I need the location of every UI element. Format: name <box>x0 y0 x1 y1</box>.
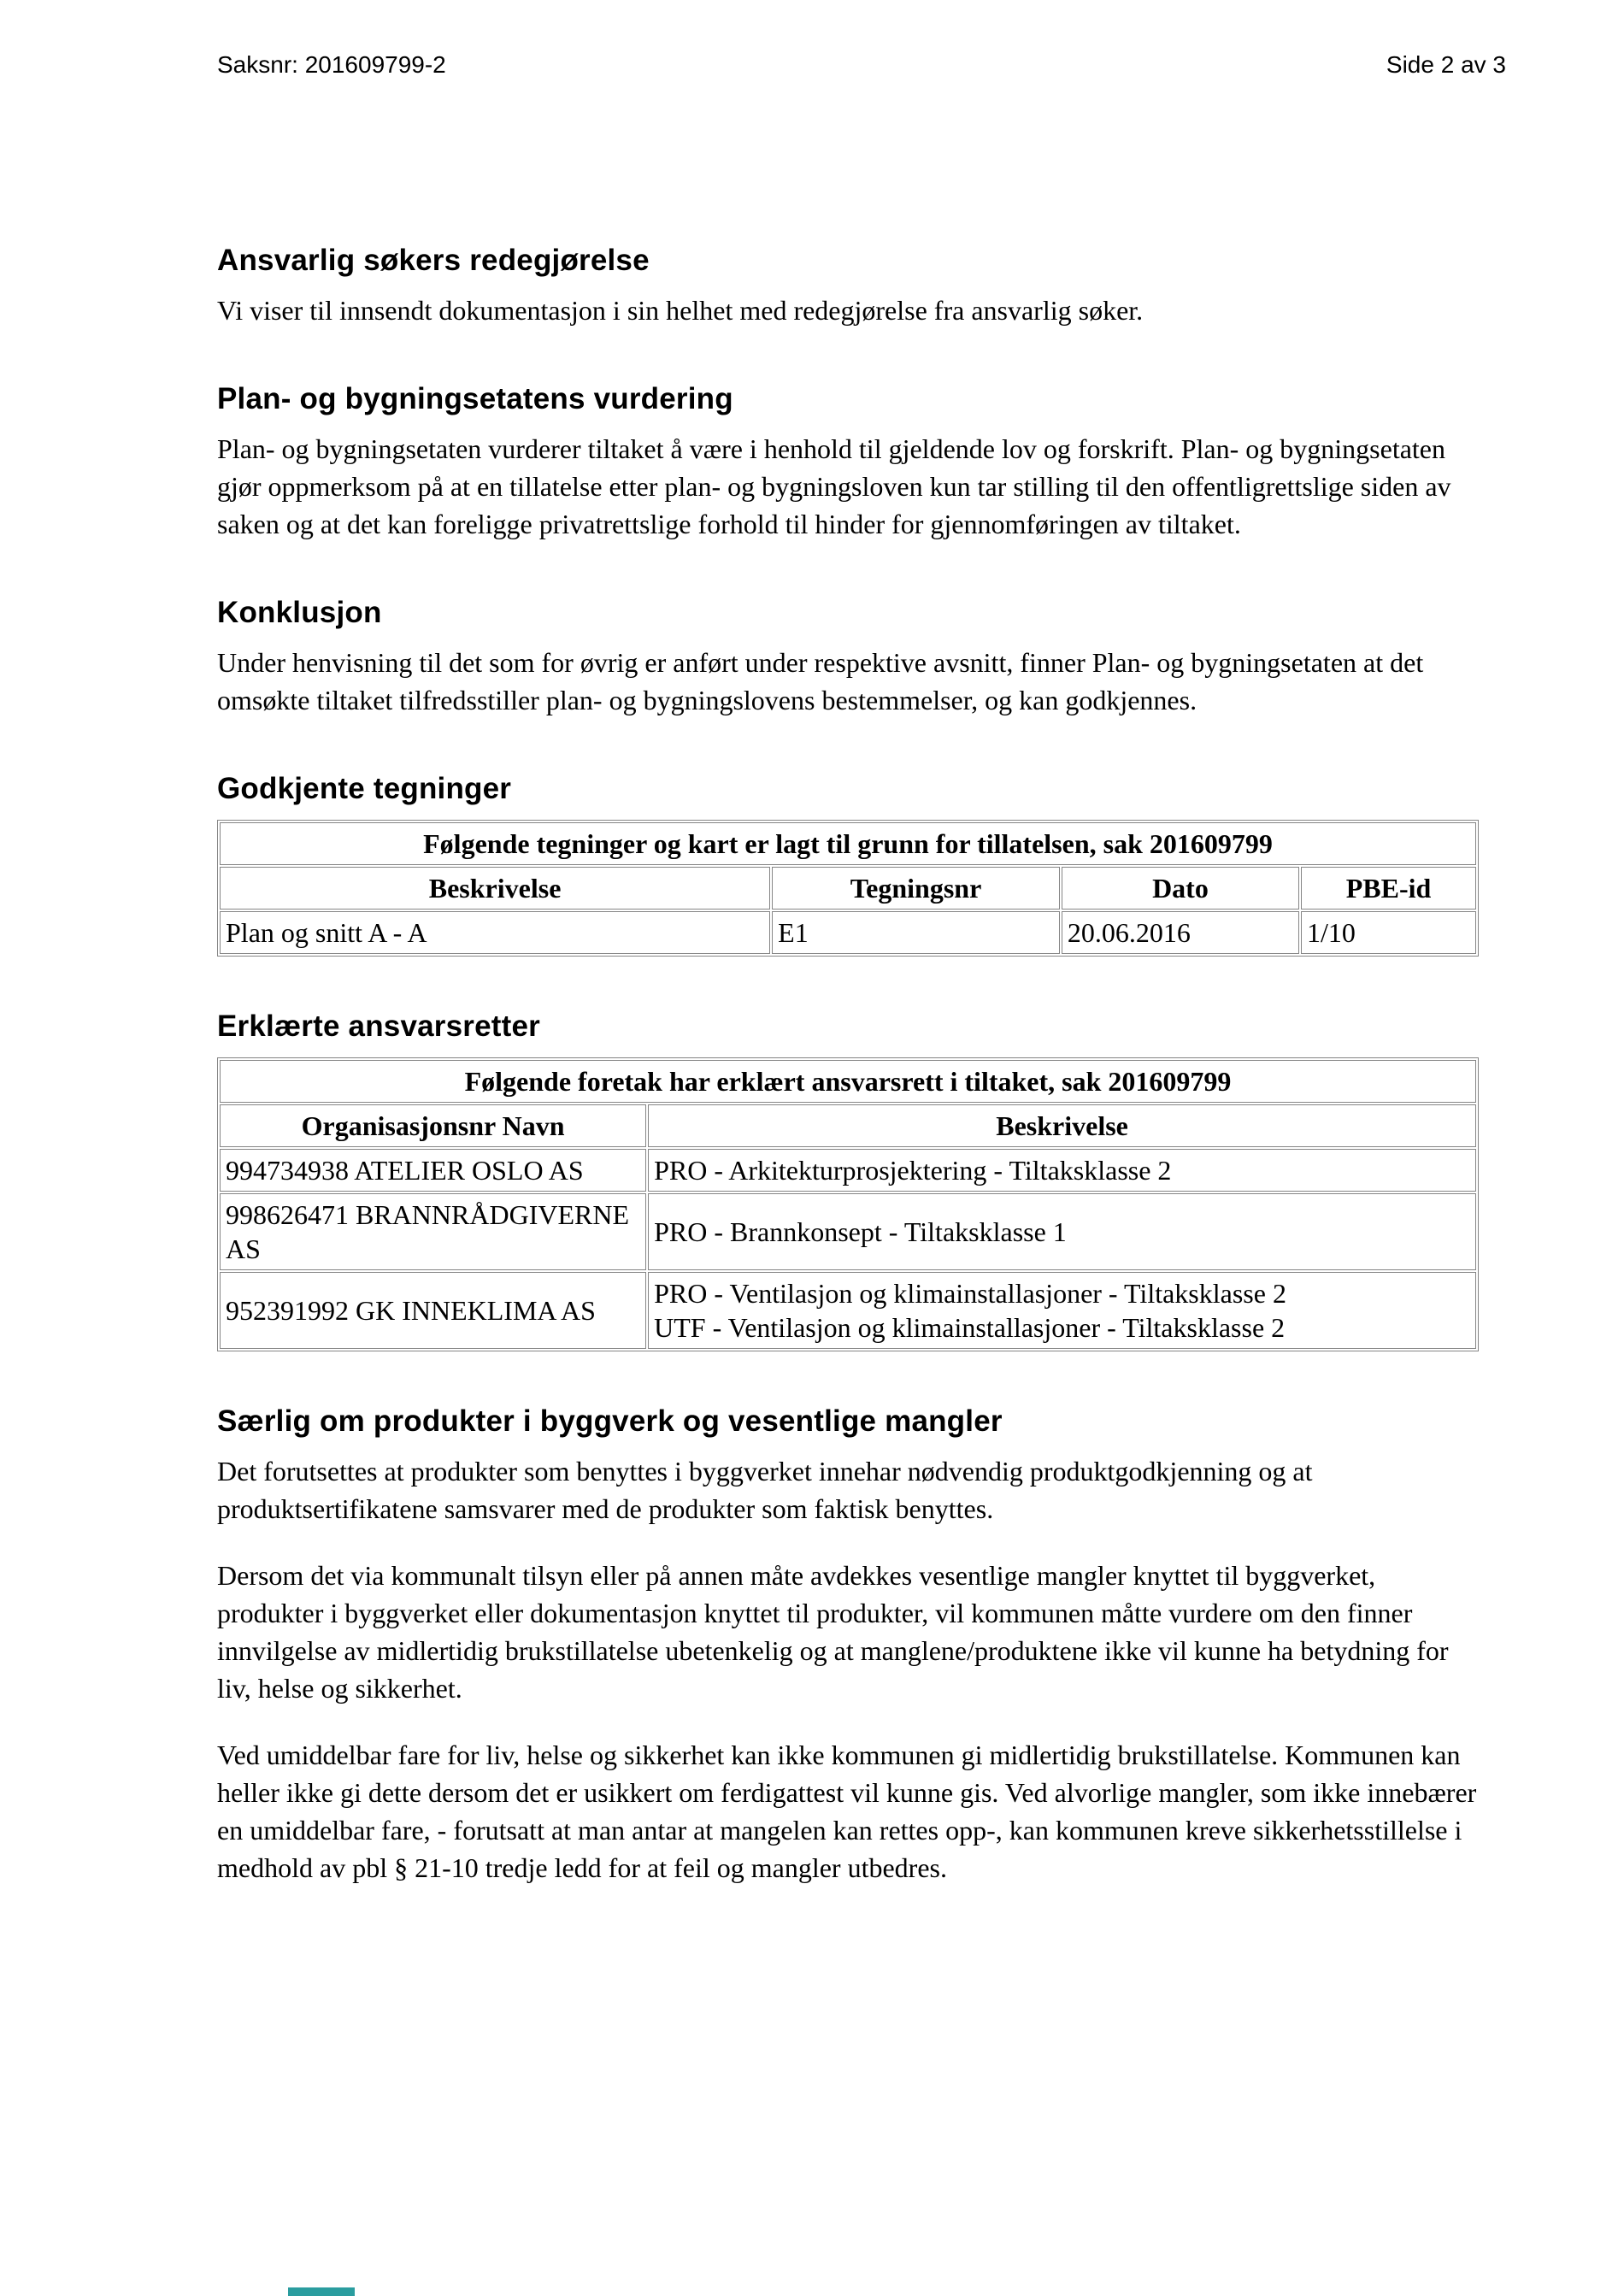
column-header-dato: Dato <box>1062 867 1299 910</box>
paragraph: Vi viser til innsendt dokumentasjon i sin helhet med redegjørelse fra ansvarlig søker. <box>217 295 1144 326</box>
paragraph: Plan- og bygningsetaten vurderer tiltaket å være i henhold til gjeldende lov og forskrift. Plan- og bygningsetaten gjør oppmerksom på at en tillatelse etter plan- og bygningsloven kun tar stilling til den offentligrettslige siden av saken og at det kan foreligge privatrettslige forhold til hinder for gjennomføringen av tiltaket. <box>217 433 1451 539</box>
section-ansvarlig-sokers-redegjorelse <box>217 244 1479 329</box>
section-saerlig-om-produkter <box>217 1404 1479 1887</box>
table-row <box>220 911 1476 954</box>
page-indicator: Side 2 av 3 <box>1386 51 1506 78</box>
document-header <box>0 0 1624 79</box>
table-row <box>220 1193 1476 1270</box>
responsibility-line: PRO - Arkitekturprosjektering - Tiltaksklasse 2 <box>654 1155 1172 1186</box>
cell-dato: 20.06.2016 <box>1062 911 1299 954</box>
section-heading: Konklusjon <box>217 596 382 629</box>
paragraph: Under henvisning til det som for øvrig er anført under respektive avsnitt, finner Plan- og bygningsetaten at det omsøkte tiltaket tilfredsstiller plan- og bygningslovens bestemmelser, og kan godkjennes. <box>217 647 1424 715</box>
section-erklaerte-ansvarsretter <box>217 1010 1479 1351</box>
section-heading: Plan- og bygningsetatens vurdering <box>217 382 733 415</box>
cell-tegningsnr: E1 <box>772 911 1060 954</box>
cell-beskrivelse <box>648 1193 1476 1270</box>
section-heading: Særlig om produkter i byggverk og vesentlige mangler <box>217 1404 1003 1438</box>
responsibility-line: UTF - Ventilasjon og klimainstallasjoner - Tiltaksklasse 2 <box>654 1312 1286 1343</box>
declared-responsibilities-table <box>217 1057 1479 1351</box>
responsibility-line: PRO - Brannkonsept - Tiltaksklasse 1 <box>654 1216 1067 1247</box>
table-caption-row <box>220 822 1476 865</box>
table-row <box>220 1149 1476 1192</box>
page-bottom-corner-mark <box>288 2287 355 2296</box>
table-row <box>220 1272 1476 1349</box>
section-heading: Erklærte ansvarsretter <box>217 1010 540 1043</box>
cell-beskrivelse <box>648 1272 1476 1349</box>
paragraph: Det forutsettes at produkter som benyttes i byggverket innehar nødvendig produktgodkjenning og at produktsertifikatene samsvarer med de produkter som faktisk benyttes. <box>217 1456 1313 1524</box>
section-heading: Ansvarlig søkers redegjørelse <box>217 244 650 277</box>
paragraph: Dersom det via kommunalt tilsyn eller på annen måte avdekkes vesentlige mangler knyttet til byggverket, produkter i byggverket eller dokumentasjon knyttet til produkter, vil kommunen måtte vurdere om den finner innvilgelse av midlertidig brukstillatelse ubetenkelig og at manglene/produktene ikke vil kunne ha betydning for liv, helse og sikkerhet. <box>217 1560 1449 1704</box>
column-header-tegningsnr: Tegningsnr <box>772 867 1060 910</box>
section-plan-og-bygningsetatens-vurdering <box>217 382 1479 543</box>
cell-beskrivelse <box>648 1149 1476 1192</box>
responsibility-line: PRO - Ventilasjon og klimainstallasjoner - Tiltaksklasse 2 <box>654 1278 1286 1309</box>
cell-beskrivelse: Plan og snitt A - A <box>220 911 770 954</box>
section-godkjente-tegninger <box>217 772 1479 957</box>
document-body <box>0 244 1624 1887</box>
column-header-beskrivelse: Beskrivelse <box>648 1104 1476 1147</box>
cell-pbe-id: 1/10 <box>1301 911 1476 954</box>
column-header-pbe-id: PBE-id <box>1301 867 1476 910</box>
section-konklusjon <box>217 596 1479 719</box>
section-heading: Godkjente tegninger <box>217 772 512 805</box>
column-header-organisasjonsnr-navn: Organisasjonsnr Navn <box>220 1104 646 1147</box>
table-header-row <box>220 1104 1476 1147</box>
table-caption: Følgende foretak har erklært ansvarsrett i tiltaket, sak 201609799 <box>220 1060 1476 1103</box>
cell-organisasjon: 952391992 GK INNEKLIMA AS <box>220 1272 646 1349</box>
column-header-beskrivelse: Beskrivelse <box>220 867 770 910</box>
cell-organisasjon: 994734938 ATELIER OSLO AS <box>220 1149 646 1192</box>
case-number: Saksnr: 201609799-2 <box>217 51 446 78</box>
approved-drawings-table <box>217 820 1479 957</box>
table-header-row <box>220 867 1476 910</box>
table-caption-row <box>220 1060 1476 1103</box>
table-caption: Følgende tegninger og kart er lagt til grunn for tillatelsen, sak 201609799 <box>220 822 1476 865</box>
cell-organisasjon: 998626471 BRANNRÅDGIVERNE AS <box>220 1193 646 1270</box>
paragraph: Ved umiddelbar fare for liv, helse og sikkerhet kan ikke kommunen gi midlertidig brukstillatelse. Kommunen kan heller ikke gi dette dersom det er usikkert om ferdigattest vil kunne gis. Ved alvorlige mangler, som ikke innebærer en umiddelbar fare, - forutsatt at man antar at mangelen kan rettes opp-, kan kommunen kreve sikkerhetsstillelse i medhold av pbl § 21-10 tredje ledd for at feil og mangler utbedres. <box>217 1740 1477 1883</box>
